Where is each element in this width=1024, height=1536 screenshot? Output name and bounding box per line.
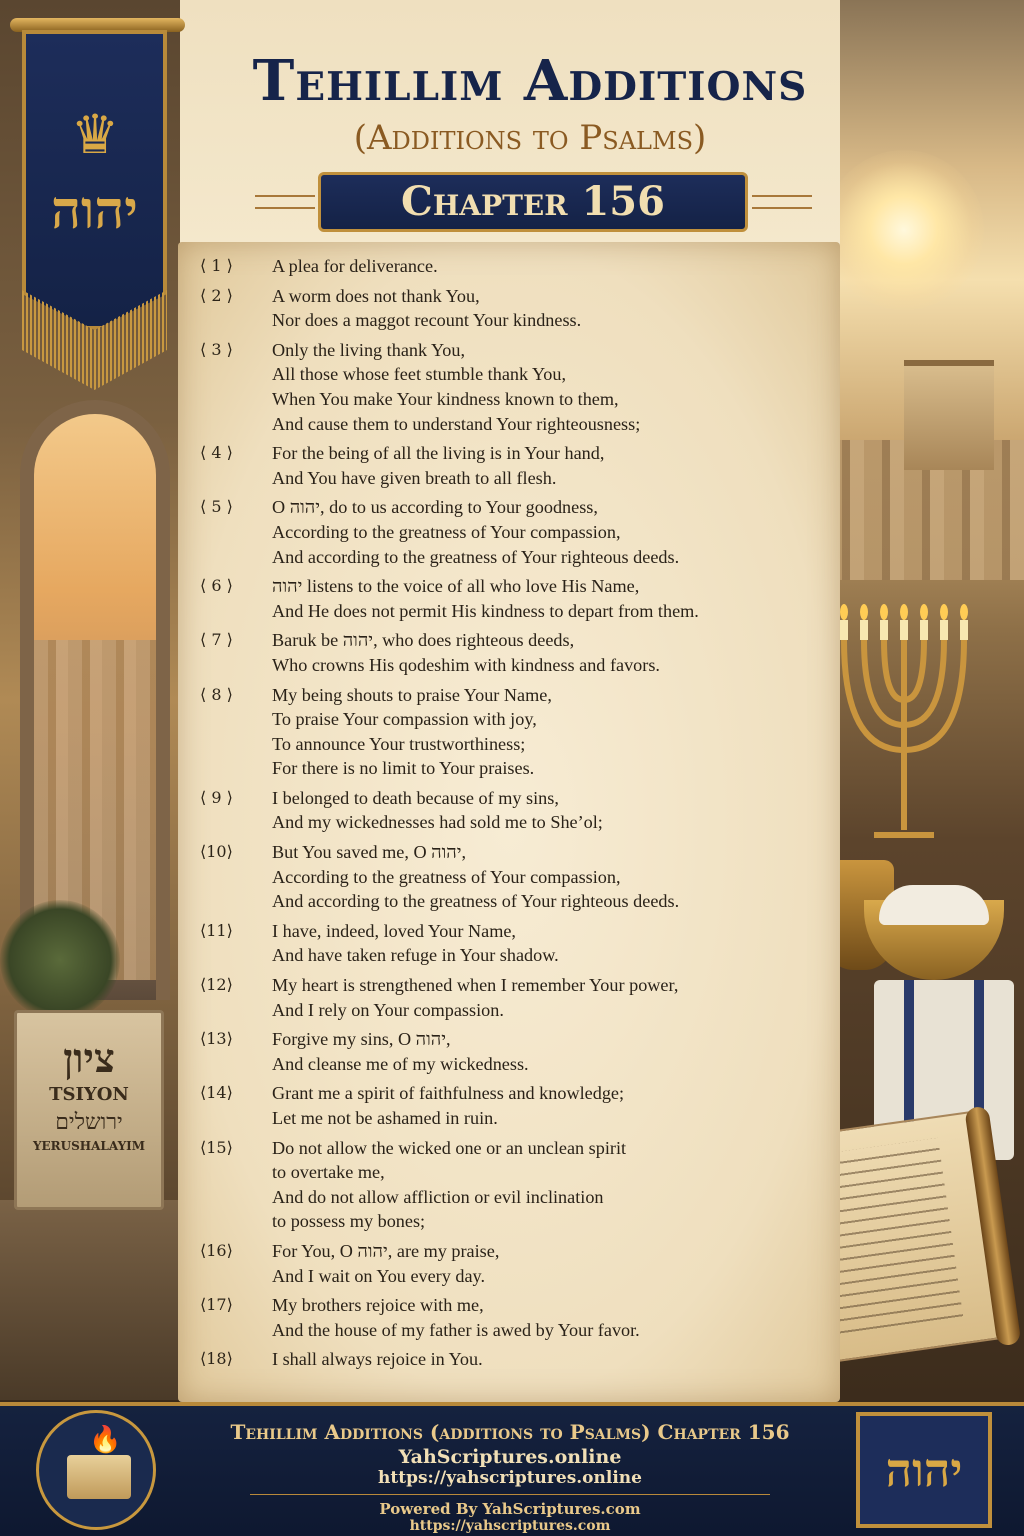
verse-number: ⟨ 6 ⟩ (200, 576, 233, 596)
verse-item (200, 495, 820, 569)
verse-text (272, 338, 820, 436)
footer-site-link[interactable]: https://yahscriptures.online (378, 1468, 642, 1488)
verse-line: And do not allow affliction or evil inclination (272, 1186, 604, 1207)
zion-stone-sign (14, 1010, 164, 1210)
verse-text (272, 441, 820, 490)
verse-text (272, 919, 820, 968)
verse-text (272, 1136, 820, 1234)
verse-number: ⟨17⟩ (200, 1295, 233, 1315)
verse-text (272, 495, 820, 569)
verse-item (200, 338, 820, 436)
verse-text (272, 1239, 820, 1288)
page-subtitle: (Additions to Psalms) (353, 118, 707, 158)
verse-line: I belonged to death because of my sins, (272, 787, 559, 808)
verse-number: ⟨18⟩ (200, 1349, 233, 1369)
banner-rod (10, 18, 185, 32)
verse-item (200, 574, 820, 623)
verse-line: And according to the greatness of Your righteous deeds. (272, 891, 680, 912)
verse-text (272, 1293, 820, 1342)
verse-item (200, 1081, 820, 1130)
verse-line: O יהוה, do to us according to Your goodness, (272, 497, 598, 518)
verse-line: A worm does not thank You, (272, 285, 480, 306)
verse-line: And the house of my father is awed by Your favor. (272, 1319, 640, 1340)
verse-line: Only the living thank You, (272, 339, 466, 360)
scroll-icon (67, 1455, 131, 1499)
verse-line: According to the greatness of Your compassion, (272, 521, 621, 542)
verse-line: And He does not permit His kindness to depart from them. (272, 600, 699, 621)
banner-divine-name: יהוה (51, 180, 138, 241)
sun-rays (824, 150, 984, 310)
menorah-icon (814, 600, 994, 860)
verse-line: Grant me a spirit of faithfulness and knowledge; (272, 1083, 625, 1104)
verse-item (200, 786, 820, 835)
verse-line: I have, indeed, loved Your Name, (272, 920, 516, 941)
verse-number: ⟨ 2 ⟩ (200, 285, 233, 305)
verse-line: And I wait on You every day. (272, 1265, 485, 1286)
stone-yerushalayim: YERUSHALAYIM (32, 1139, 146, 1153)
page-title: Tehillim Additions (252, 48, 808, 114)
verse-line: Nor does a maggot recount Your kindness. (272, 310, 582, 331)
verse-line: My being shouts to praise Your Name, (272, 684, 552, 705)
footer-site-name[interactable]: YahScriptures.online (398, 1446, 622, 1468)
chapter-flourish-right (752, 195, 812, 209)
verse-number: ⟨12⟩ (200, 975, 233, 995)
verse-line: For there is no limit to Your praises. (272, 758, 535, 779)
verse-line: My brothers rejoice with me, (272, 1295, 484, 1316)
verse-line: And my wickednesses had sold me to She’ol; (272, 812, 603, 833)
verse-item (200, 919, 820, 968)
footer-title: Tehillim Additions (additions to Psalms) Chapter 156 (230, 1420, 790, 1444)
verse-line: All those whose feet stumble thank You, (272, 364, 567, 385)
chapter-flourish-left (255, 195, 315, 209)
left-ground (0, 1200, 180, 1400)
verse-line: יהוה listens to the voice of all who love His Name, (272, 576, 640, 597)
verse-text (272, 1027, 820, 1076)
verse-line: And cause them to understand Your righteousness; (272, 413, 641, 434)
verse-item (200, 973, 820, 1022)
verse-number: ⟨ 3 ⟩ (200, 339, 233, 359)
verse-line: I shall always rejoice in You. (272, 1349, 483, 1370)
verse-line: And You have given breath to all flesh. (272, 467, 557, 488)
verse-line: My heart is strengthened when I remember Your power, (272, 975, 679, 996)
verse-line: Forgive my sins, O יהוה, (272, 1029, 451, 1050)
verse-text (272, 628, 820, 677)
chapter-label: Chapter 156 (318, 172, 748, 232)
footer-divine-name-tile: יהוה (856, 1412, 992, 1528)
verse-item (200, 1239, 820, 1288)
verse-item (200, 840, 820, 914)
verse-number: ⟨ 8 ⟩ (200, 684, 233, 704)
verse-line: to overtake me, (272, 1162, 385, 1183)
scroll-flame-icon (36, 1410, 156, 1530)
verse-line: For You, O יהוה, are my praise, (272, 1240, 500, 1261)
verse-text (272, 973, 820, 1022)
verse-number: ⟨ 5 ⟩ (200, 497, 233, 517)
verse-line: And have taken refuge in Your shadow. (272, 945, 559, 966)
verse-line: Let me not be ashamed in ruin. (272, 1108, 498, 1128)
stone-hebrew-jerusalem: ירושלים (55, 1110, 123, 1135)
verse-item (200, 628, 820, 677)
verse-text (272, 683, 820, 781)
stone-hebrew-zion: ציון (63, 1035, 115, 1082)
olive-branch (0, 900, 120, 1020)
verse-number: ⟨16⟩ (200, 1240, 233, 1260)
verse-line: And according to the greatness of Your righteous deeds. (272, 546, 680, 567)
verse-line: And cleanse me of my wickedness. (272, 1053, 529, 1074)
verse-line: Who crowns His qodeshim with kindness and favors. (272, 654, 660, 675)
stone-tsiyon: TSIYON (49, 1084, 129, 1105)
verse-item (200, 1136, 820, 1234)
verse-line: To praise Your compassion with joy, (272, 709, 537, 730)
verse-line: To announce Your trustworthiness; (272, 733, 526, 754)
crown-icon: ♛ (70, 103, 120, 166)
verse-line: When You make Your kindness known to them, (272, 388, 619, 409)
verse-line: But You saved me, O יהוה, (272, 842, 467, 863)
verse-item (200, 1293, 820, 1342)
verse-item (200, 683, 820, 781)
verse-text (272, 840, 820, 914)
verse-number: ⟨13⟩ (200, 1029, 233, 1049)
verse-list (200, 254, 820, 1377)
verse-number: ⟨ 9 ⟩ (200, 787, 233, 807)
flame-icon: 🔥 (89, 1425, 122, 1455)
footer-powered-by: Powered By YahScriptures.com (379, 1500, 641, 1518)
verse-item (200, 254, 820, 279)
verse-text (272, 1081, 820, 1130)
verse-line: to possess my bones; (272, 1211, 426, 1232)
verse-line: Baruk be יהוה, who does righteous deeds, (272, 630, 575, 651)
verse-number: ⟨11⟩ (200, 920, 233, 940)
verse-item (200, 284, 820, 333)
verse-line: Do not allow the wicked one or an unclean spirit (272, 1137, 627, 1158)
temple-building (904, 360, 994, 470)
verse-text (272, 254, 820, 279)
verse-line: For the being of all the living is in Your hand, (272, 443, 605, 464)
flour-heap (879, 885, 989, 925)
verse-text (272, 1347, 820, 1372)
verse-item (200, 1027, 820, 1076)
footer-powered-link[interactable]: https://yahscriptures.com (409, 1518, 611, 1534)
verse-text (272, 284, 820, 333)
verse-number: ⟨ 7 ⟩ (200, 630, 233, 650)
verse-number: ⟨10⟩ (200, 842, 233, 862)
verse-line: A plea for deliverance. (272, 256, 438, 276)
verse-text (272, 574, 820, 623)
verse-number: ⟨14⟩ (200, 1083, 233, 1103)
verse-number: ⟨15⟩ (200, 1137, 233, 1157)
verse-text (272, 786, 820, 835)
verse-item (200, 1347, 820, 1372)
verse-number: ⟨ 4 ⟩ (200, 443, 233, 463)
verse-number: ⟨ 1 ⟩ (200, 256, 233, 275)
footer-divider (250, 1494, 770, 1495)
verse-line: And I rely on Your compassion. (272, 999, 504, 1020)
verse-item (200, 441, 820, 490)
verse-line: According to the greatness of Your compassion, (272, 866, 621, 887)
